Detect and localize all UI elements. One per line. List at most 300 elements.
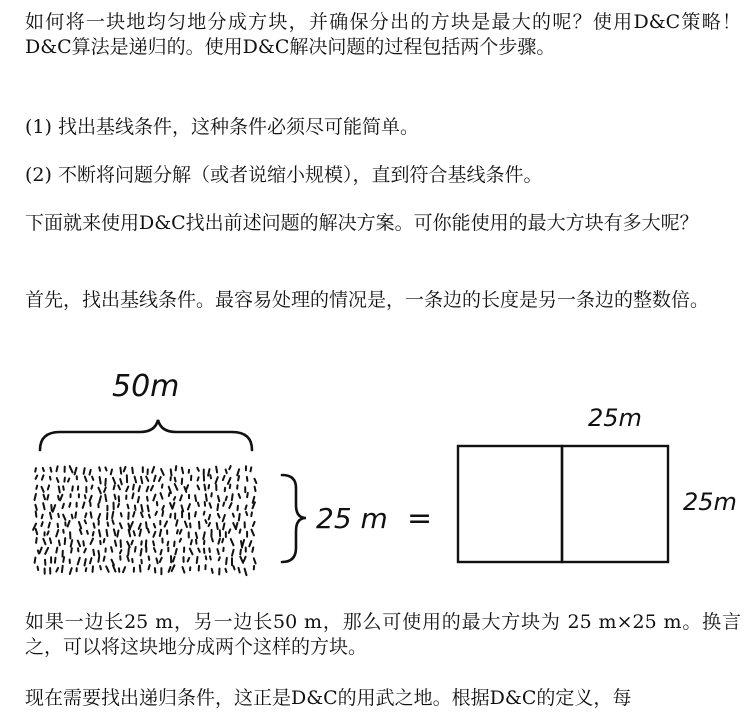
land-stroke bbox=[100, 477, 101, 484]
example-paragraph: 如果一边长25 m，另一边长50 m，那么可使用的最大方块为 25 m×25 m。换言之，可以将这块地分成两个这样的方块。 bbox=[25, 611, 741, 658]
land-stroke bbox=[169, 567, 171, 572]
land-stroke bbox=[209, 485, 210, 488]
land-stroke bbox=[160, 558, 162, 562]
land-stroke bbox=[148, 529, 149, 533]
land-stroke bbox=[104, 488, 106, 492]
land-stroke bbox=[174, 542, 175, 547]
land-stroke bbox=[56, 568, 58, 572]
land-stroke bbox=[120, 479, 122, 484]
land-stroke bbox=[98, 514, 100, 520]
land-stroke bbox=[51, 505, 52, 511]
land-stroke bbox=[98, 556, 99, 562]
land-stroke bbox=[112, 520, 113, 524]
land-stroke bbox=[239, 568, 240, 573]
land-stroke bbox=[135, 506, 136, 510]
land-stroke bbox=[148, 506, 149, 512]
land-stroke bbox=[226, 470, 227, 474]
land-stroke bbox=[139, 486, 140, 491]
land-stroke bbox=[154, 548, 156, 552]
land-stroke bbox=[233, 566, 234, 569]
land-stroke bbox=[105, 479, 106, 486]
land-stroke bbox=[117, 531, 118, 537]
land-stroke bbox=[129, 530, 131, 537]
land-stroke bbox=[115, 541, 116, 546]
land-stroke bbox=[161, 469, 164, 475]
land-stroke bbox=[99, 496, 101, 503]
land-stroke bbox=[85, 495, 86, 498]
land-division-figure bbox=[0, 360, 753, 590]
land-stroke bbox=[188, 504, 190, 509]
land-stroke bbox=[230, 485, 231, 489]
square-top-label: 25m bbox=[588, 404, 642, 432]
land-stroke bbox=[128, 505, 129, 509]
land-stroke bbox=[38, 567, 39, 570]
land-stroke bbox=[247, 493, 248, 497]
land-stroke bbox=[232, 494, 233, 500]
land-stroke bbox=[130, 522, 133, 528]
land-stroke bbox=[72, 515, 73, 519]
land-stroke bbox=[63, 486, 64, 490]
land-stroke bbox=[78, 541, 80, 547]
land-field bbox=[33, 466, 256, 575]
land-stroke bbox=[236, 523, 238, 529]
land-stroke bbox=[62, 566, 63, 572]
land-stroke bbox=[218, 539, 220, 544]
land-stroke bbox=[50, 477, 51, 480]
land-stroke bbox=[112, 512, 113, 518]
land-stroke bbox=[126, 487, 128, 492]
land-stroke bbox=[43, 503, 44, 509]
land-stroke bbox=[229, 529, 231, 533]
land-stroke bbox=[231, 539, 234, 545]
land-stroke bbox=[121, 513, 122, 516]
land-stroke bbox=[94, 523, 95, 527]
land-stroke bbox=[99, 467, 100, 471]
land-stroke bbox=[105, 467, 106, 470]
land-stroke bbox=[212, 569, 213, 573]
land-stroke bbox=[240, 557, 243, 563]
land-stroke bbox=[153, 495, 155, 501]
square-side-label: 25m bbox=[683, 488, 737, 516]
land-stroke bbox=[161, 493, 163, 499]
land-stroke bbox=[63, 504, 64, 508]
land-stroke bbox=[35, 505, 36, 510]
land-stroke bbox=[217, 523, 218, 529]
land-stroke bbox=[118, 504, 119, 507]
land-stroke bbox=[47, 495, 48, 500]
land-stroke bbox=[70, 466, 73, 472]
land-stroke bbox=[98, 551, 99, 556]
land-stroke bbox=[99, 488, 101, 494]
land-stroke bbox=[115, 495, 116, 499]
land-stroke bbox=[141, 505, 142, 512]
land-stroke bbox=[105, 495, 106, 502]
land-stroke bbox=[35, 494, 36, 500]
land-stroke bbox=[245, 506, 246, 510]
land-stroke bbox=[87, 531, 88, 534]
land-stroke bbox=[135, 547, 136, 552]
land-stroke bbox=[198, 477, 199, 480]
land-stroke bbox=[108, 522, 109, 526]
land-stroke bbox=[237, 469, 239, 475]
land-stroke bbox=[35, 558, 36, 563]
land-stroke bbox=[90, 470, 91, 475]
land-stroke bbox=[247, 477, 248, 481]
base-case-paragraph: 首先，找出基线条件。最容易处理的情况是，一条边的长度是另一条边的整数倍。 bbox=[25, 289, 710, 311]
land-stroke bbox=[106, 566, 109, 571]
land-stroke bbox=[162, 506, 164, 510]
land-stroke bbox=[139, 524, 141, 529]
land-stroke bbox=[147, 497, 148, 501]
land-stroke bbox=[149, 515, 150, 518]
land-stroke bbox=[63, 530, 64, 533]
land-stroke bbox=[159, 477, 161, 481]
land-stroke bbox=[209, 548, 210, 552]
land-stroke bbox=[217, 549, 218, 554]
land-stroke bbox=[131, 541, 132, 545]
land-stroke bbox=[75, 468, 77, 475]
land-stroke bbox=[216, 467, 217, 473]
land-stroke bbox=[124, 467, 126, 472]
land-stroke bbox=[118, 485, 120, 489]
land-stroke bbox=[43, 468, 44, 471]
land-stroke bbox=[93, 532, 94, 536]
land-stroke bbox=[91, 486, 92, 489]
land-stroke bbox=[170, 514, 171, 517]
land-stroke bbox=[84, 468, 85, 474]
land-stroke bbox=[85, 520, 86, 523]
land-stroke bbox=[44, 495, 46, 500]
land-stroke bbox=[85, 513, 86, 517]
land-stroke bbox=[209, 523, 211, 526]
question-paragraph: 下面就来使用D&C找出前述问题的解决方案。可你能使用的最大方块有多大呢？ bbox=[25, 212, 699, 234]
land-stroke bbox=[132, 468, 133, 474]
land-stroke bbox=[120, 468, 121, 474]
land-stroke bbox=[114, 529, 116, 535]
land-stroke bbox=[41, 522, 42, 526]
land-stroke bbox=[114, 485, 115, 489]
land-stroke bbox=[83, 502, 85, 508]
land-stroke bbox=[127, 542, 130, 547]
land-stroke bbox=[59, 487, 60, 493]
land-stroke bbox=[244, 557, 246, 561]
land-stroke bbox=[239, 514, 240, 521]
land-stroke bbox=[198, 549, 200, 552]
land-stroke bbox=[229, 503, 231, 508]
land-stroke bbox=[113, 565, 116, 571]
land-stroke bbox=[162, 484, 163, 487]
land-stroke bbox=[45, 548, 48, 554]
land-stroke bbox=[111, 547, 112, 552]
land-stroke bbox=[198, 503, 199, 506]
land-stroke bbox=[240, 530, 241, 533]
land-stroke bbox=[58, 496, 59, 500]
land-stroke bbox=[147, 487, 149, 492]
land-stroke bbox=[175, 484, 178, 490]
land-stroke bbox=[222, 539, 223, 543]
land-stroke bbox=[141, 513, 143, 518]
land-stroke bbox=[75, 512, 76, 517]
land-stroke bbox=[80, 529, 82, 534]
land-stroke bbox=[133, 512, 134, 517]
land-stroke bbox=[63, 557, 64, 562]
land-stroke bbox=[206, 494, 207, 501]
land-stroke bbox=[233, 514, 234, 517]
land-stroke bbox=[172, 565, 175, 571]
land-stroke bbox=[70, 568, 72, 574]
land-stroke bbox=[140, 565, 141, 571]
land-stroke bbox=[174, 497, 175, 500]
land-stroke bbox=[180, 539, 181, 542]
land-stroke bbox=[180, 530, 182, 534]
land-stroke bbox=[238, 476, 239, 480]
intro-paragraph: 如何将一块地均匀地分成方块，并确保分出的方块是最大的呢？使用D&C策略！D&C算法是递归的。使用D&C解决问题的过程包括两个步骤。 bbox=[25, 11, 741, 58]
step-one: (1) 找出基线条件，这种条件必须尽可能简单。 bbox=[25, 116, 419, 138]
land-stroke bbox=[252, 530, 254, 536]
land-stroke bbox=[226, 497, 227, 501]
land-stroke bbox=[245, 569, 247, 576]
top-length-label: 50m bbox=[112, 369, 180, 404]
land-stroke bbox=[36, 486, 37, 489]
land-stroke bbox=[43, 539, 45, 544]
land-stroke bbox=[83, 541, 84, 545]
land-stroke bbox=[133, 485, 134, 490]
land-stroke bbox=[216, 477, 218, 483]
land-stroke bbox=[210, 475, 211, 478]
land-stroke bbox=[229, 466, 230, 469]
land-stroke bbox=[140, 530, 142, 536]
land-stroke bbox=[141, 477, 142, 483]
land-stroke bbox=[204, 512, 205, 515]
land-stroke bbox=[162, 511, 163, 516]
land-stroke bbox=[217, 504, 218, 510]
land-stroke bbox=[120, 523, 122, 528]
land-stroke bbox=[209, 515, 210, 520]
land-stroke bbox=[39, 548, 41, 554]
side-length-label: 25 m bbox=[316, 502, 388, 535]
land-stroke bbox=[58, 514, 59, 517]
land-stroke bbox=[111, 470, 112, 475]
land-stroke bbox=[91, 512, 92, 518]
land-stroke bbox=[112, 560, 115, 565]
land-stroke bbox=[57, 466, 58, 471]
land-stroke bbox=[197, 468, 199, 471]
land-stroke bbox=[59, 541, 60, 546]
land-stroke bbox=[141, 541, 142, 544]
land-stroke bbox=[132, 493, 133, 498]
land-stroke bbox=[169, 493, 170, 496]
land-stroke bbox=[251, 512, 252, 516]
land-stroke bbox=[84, 549, 86, 553]
top-brace bbox=[40, 420, 252, 450]
land-stroke bbox=[154, 476, 156, 482]
land-stroke bbox=[123, 567, 125, 572]
land-stroke bbox=[107, 530, 108, 536]
land-stroke bbox=[56, 530, 58, 536]
land-stroke bbox=[175, 549, 176, 554]
land-stroke bbox=[173, 557, 175, 562]
land-stroke bbox=[78, 558, 80, 565]
land-stroke bbox=[218, 496, 219, 501]
land-stroke bbox=[86, 568, 87, 571]
land-stroke bbox=[35, 468, 36, 471]
land-stroke bbox=[36, 476, 38, 479]
land-stroke bbox=[176, 466, 177, 470]
land-stroke bbox=[255, 487, 256, 491]
land-stroke bbox=[249, 541, 251, 546]
land-stroke bbox=[161, 550, 162, 555]
land-stroke bbox=[204, 485, 205, 491]
land-stroke bbox=[50, 538, 51, 543]
land-stroke bbox=[47, 531, 48, 534]
land-stroke bbox=[36, 512, 37, 517]
land-stroke bbox=[85, 559, 86, 565]
land-stroke bbox=[198, 486, 200, 490]
land-stroke bbox=[155, 512, 157, 515]
land-stroke bbox=[251, 467, 252, 471]
land-stroke bbox=[50, 513, 52, 519]
land-stroke bbox=[185, 522, 187, 528]
land-stroke bbox=[210, 556, 211, 559]
land-stroke bbox=[68, 521, 70, 527]
land-stroke bbox=[212, 538, 213, 541]
land-stroke bbox=[223, 476, 225, 480]
land-stroke bbox=[135, 477, 137, 483]
land-stroke bbox=[218, 514, 220, 518]
land-stroke bbox=[64, 478, 65, 482]
land-stroke bbox=[85, 477, 87, 482]
land-stroke bbox=[160, 530, 161, 536]
side-brace bbox=[282, 475, 306, 562]
land-stroke bbox=[79, 522, 81, 528]
land-stroke bbox=[153, 541, 154, 545]
land-stroke bbox=[42, 475, 44, 479]
land-stroke bbox=[196, 540, 197, 544]
land-stroke bbox=[242, 540, 244, 546]
land-stroke bbox=[205, 520, 206, 523]
land-stroke bbox=[72, 486, 73, 490]
land-stroke bbox=[195, 495, 196, 501]
land-stroke bbox=[210, 503, 212, 508]
land-stroke bbox=[36, 529, 38, 534]
land-stroke bbox=[128, 548, 129, 555]
land-stroke bbox=[141, 549, 142, 556]
land-stroke bbox=[190, 549, 193, 555]
land-stroke bbox=[100, 566, 101, 569]
right-square bbox=[562, 446, 668, 562]
land-stroke bbox=[186, 485, 188, 490]
land-stroke bbox=[53, 505, 55, 512]
land-stroke bbox=[219, 557, 220, 560]
land-stroke bbox=[195, 512, 196, 516]
land-stroke bbox=[93, 550, 94, 556]
land-stroke bbox=[65, 538, 66, 544]
land-stroke bbox=[156, 558, 157, 563]
land-stroke bbox=[57, 478, 59, 482]
land-stroke bbox=[48, 485, 49, 489]
land-stroke bbox=[239, 494, 241, 498]
land-stroke bbox=[254, 558, 256, 563]
land-stroke bbox=[138, 497, 139, 502]
land-stroke bbox=[183, 567, 185, 573]
land-stroke bbox=[182, 468, 183, 474]
land-stroke bbox=[253, 522, 255, 526]
recursive-case-paragraph: 现在需要找出递归条件，这正是D&C的用武之地。根据D&C的定义，每 bbox=[25, 687, 632, 709]
land-stroke bbox=[154, 524, 155, 528]
land-stroke bbox=[203, 532, 205, 539]
land-stroke bbox=[134, 531, 135, 535]
land-stroke bbox=[71, 548, 72, 552]
land-stroke bbox=[171, 469, 172, 475]
land-stroke bbox=[175, 478, 176, 482]
land-stroke bbox=[93, 566, 94, 572]
land-stroke bbox=[69, 503, 70, 507]
land-stroke bbox=[152, 467, 154, 473]
land-stroke bbox=[104, 557, 105, 561]
land-stroke bbox=[199, 522, 200, 529]
land-stroke bbox=[146, 540, 147, 547]
land-stroke bbox=[223, 524, 224, 530]
land-stroke bbox=[68, 479, 69, 482]
land-stroke bbox=[146, 522, 147, 528]
land-stroke bbox=[228, 478, 231, 484]
land-stroke bbox=[206, 556, 207, 559]
land-stroke bbox=[177, 530, 178, 533]
land-stroke bbox=[226, 558, 227, 564]
land-stroke bbox=[211, 493, 212, 496]
land-stroke bbox=[60, 495, 62, 501]
land-stroke bbox=[225, 569, 226, 572]
land-stroke bbox=[99, 530, 100, 536]
land-stroke bbox=[50, 468, 51, 472]
land-stroke bbox=[149, 556, 150, 560]
step-two: (2) 不断将问题分解（或者说缩小规模），直到符合基线条件。 bbox=[25, 164, 543, 186]
land-stroke bbox=[104, 539, 105, 542]
land-stroke bbox=[151, 486, 153, 490]
equals-sign: = bbox=[407, 501, 433, 536]
land-stroke bbox=[90, 558, 92, 563]
land-stroke bbox=[56, 548, 57, 553]
land-stroke bbox=[246, 512, 247, 515]
land-stroke bbox=[42, 515, 43, 519]
land-stroke bbox=[232, 550, 234, 556]
land-stroke bbox=[49, 523, 50, 528]
land-stroke bbox=[146, 477, 148, 481]
left-square bbox=[458, 446, 562, 562]
land-stroke bbox=[191, 540, 192, 544]
land-stroke bbox=[176, 520, 177, 526]
land-stroke bbox=[153, 532, 155, 537]
land-stroke bbox=[188, 558, 190, 562]
land-stroke bbox=[168, 542, 169, 546]
land-stroke bbox=[182, 479, 183, 484]
land-stroke bbox=[91, 539, 94, 544]
land-stroke bbox=[71, 540, 73, 546]
land-stroke bbox=[36, 538, 37, 543]
land-stroke bbox=[90, 496, 92, 502]
land-stroke bbox=[197, 557, 198, 563]
land-stroke bbox=[63, 515, 65, 520]
land-stroke bbox=[165, 521, 167, 526]
land-stroke bbox=[42, 487, 44, 492]
land-stroke bbox=[223, 503, 224, 506]
land-stroke bbox=[149, 565, 150, 569]
land-stroke bbox=[208, 469, 209, 475]
land-stroke bbox=[223, 515, 225, 521]
land-stroke bbox=[172, 503, 174, 509]
land-stroke bbox=[240, 550, 241, 555]
land-stroke bbox=[113, 478, 115, 484]
